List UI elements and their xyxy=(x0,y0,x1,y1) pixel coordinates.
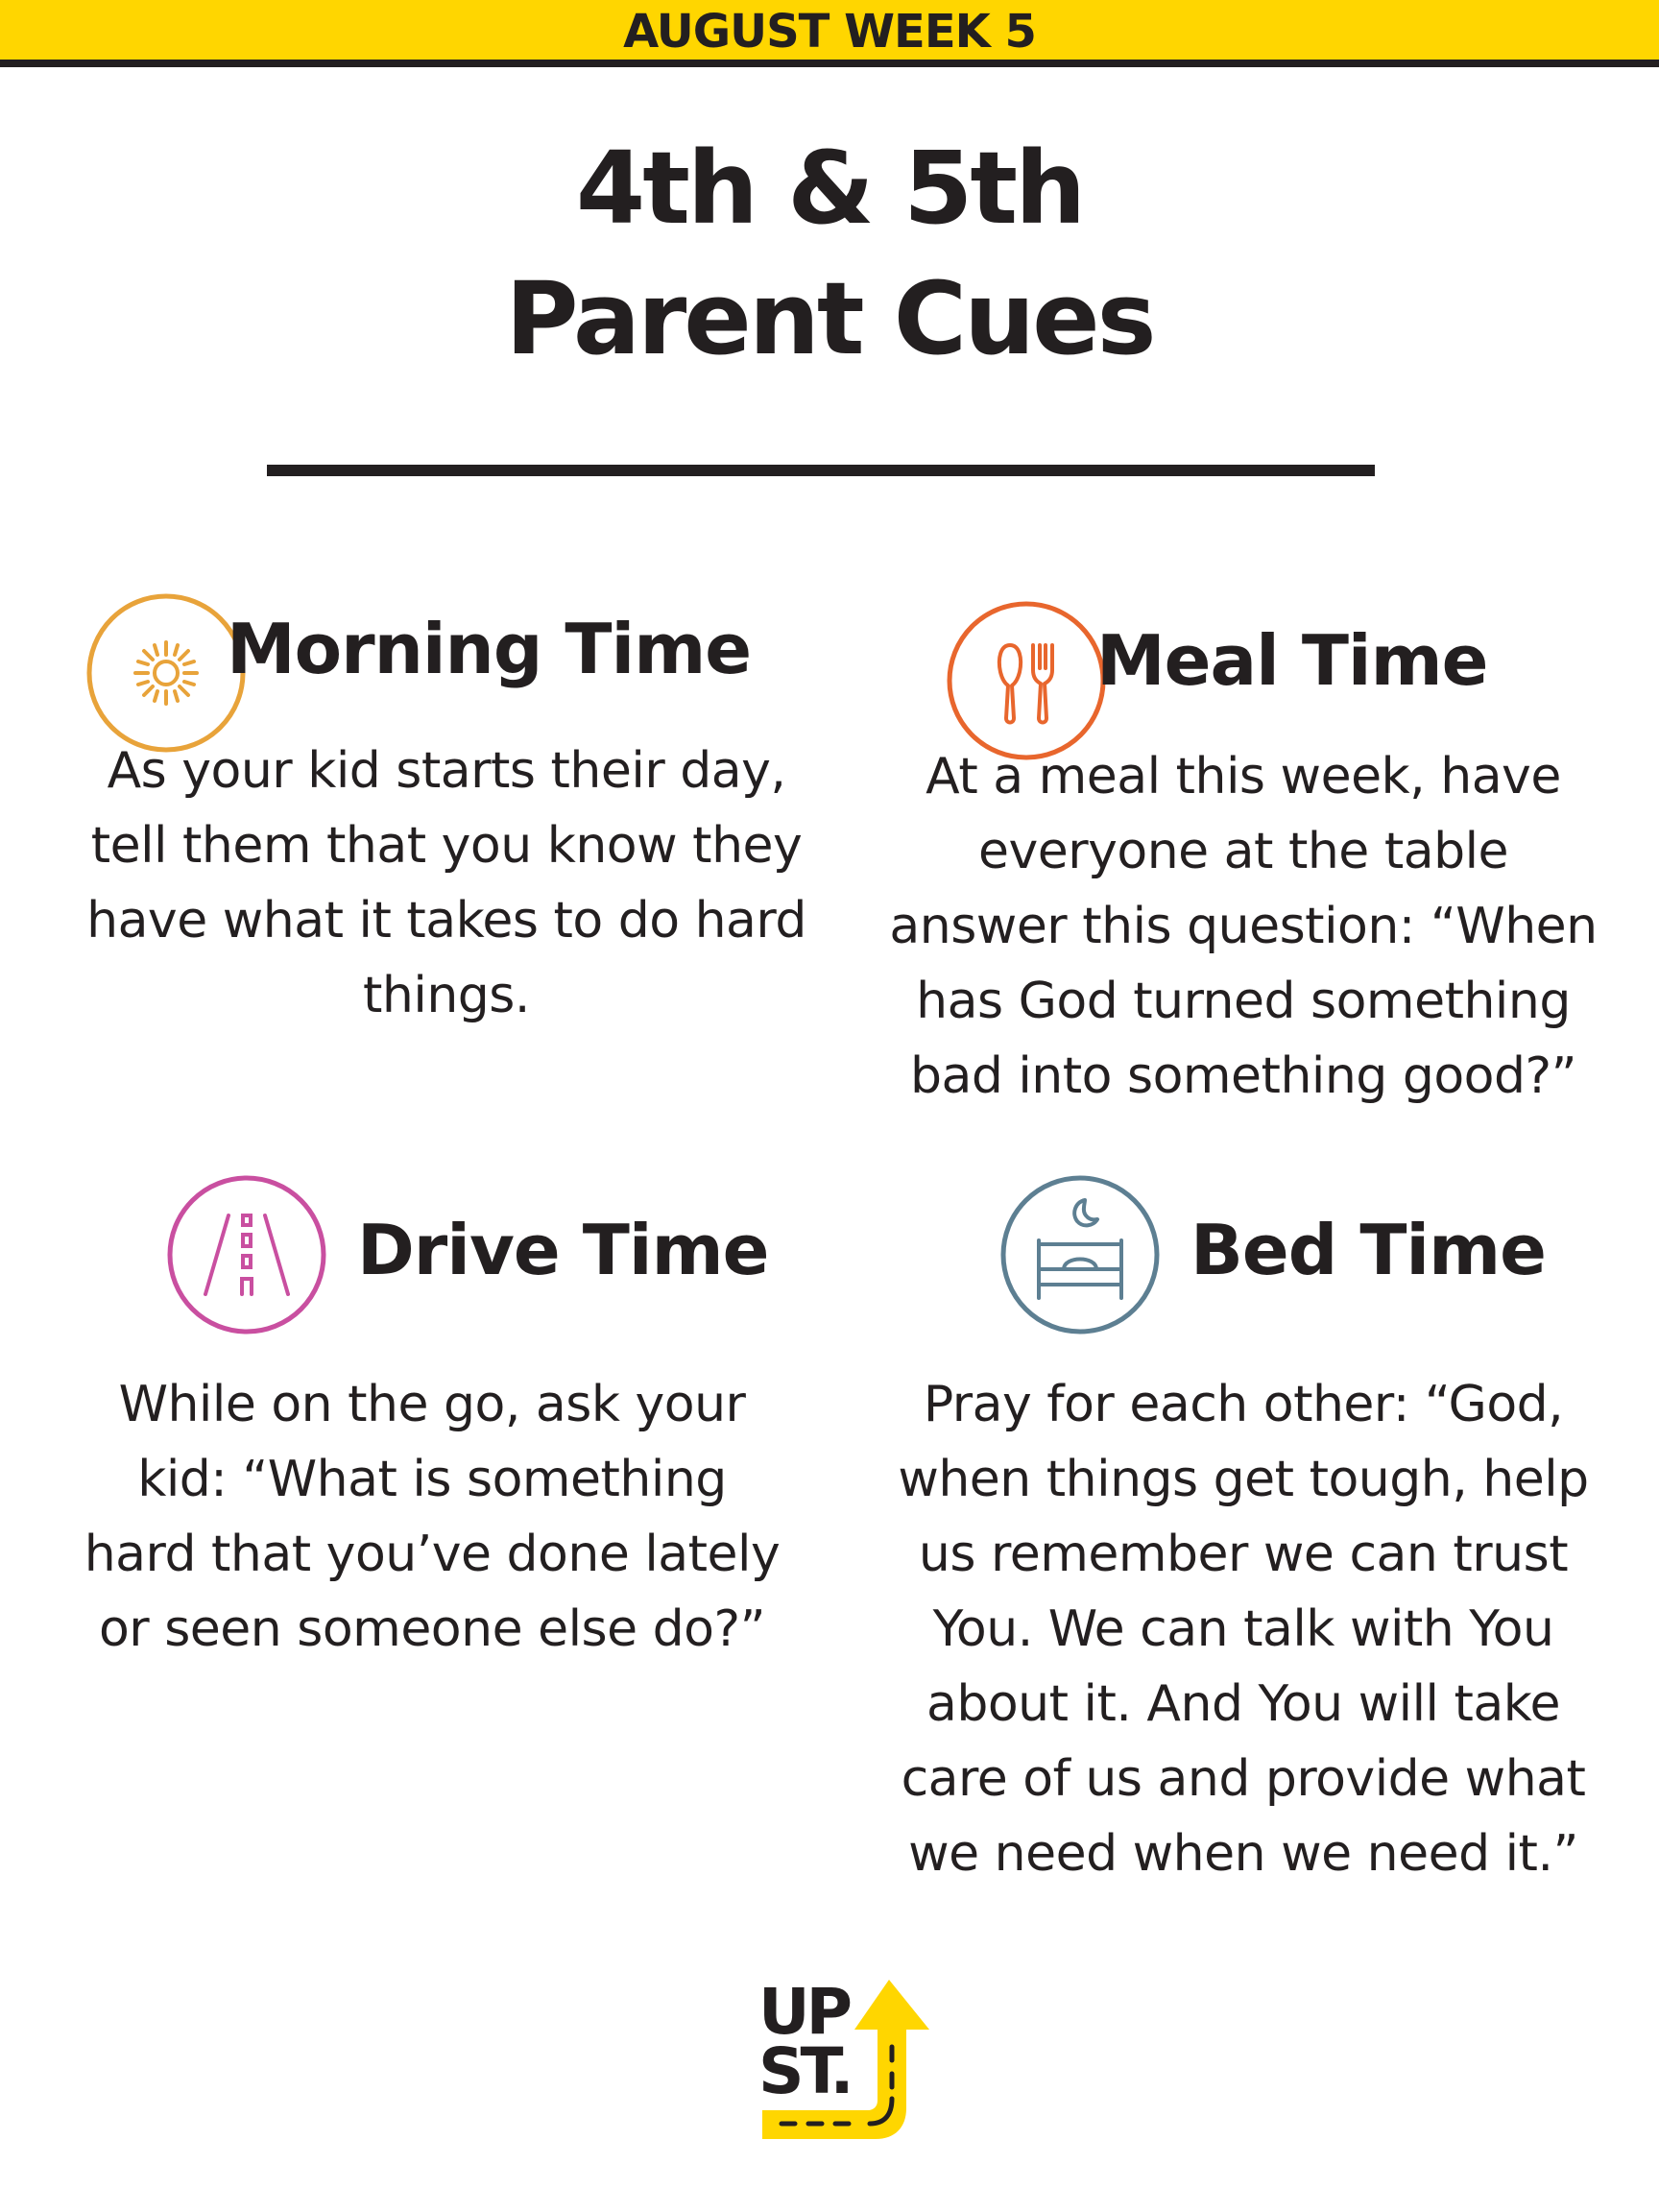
bed-line: Pray for each other: “God, xyxy=(923,1376,1564,1433)
title-line-1: 4th & 5th xyxy=(575,130,1084,247)
title-line-2: Parent Cues xyxy=(505,260,1154,377)
drive-time-heading: Drive Time xyxy=(357,1210,769,1290)
bed-line: when things get tough, help xyxy=(898,1451,1589,1508)
road-icon xyxy=(165,1173,328,1336)
bed-time-heading: Bed Time xyxy=(1190,1210,1546,1290)
morning-line: things. xyxy=(363,967,530,1024)
morning-line: tell them that you know they xyxy=(90,817,803,875)
title-divider xyxy=(267,465,1375,476)
utensils-icon xyxy=(945,599,1108,762)
morning-line: have what it takes to do hard xyxy=(86,892,806,950)
drive-line: kid: “What is something xyxy=(137,1451,727,1508)
upst-logo xyxy=(755,1974,933,2143)
morning-line: As your kid starts their day, xyxy=(107,742,786,800)
logo-st-text: ST. xyxy=(758,2034,851,2108)
meal-time-text xyxy=(864,739,1623,1114)
meal-line: answer this question: “When xyxy=(889,898,1598,955)
header-bar xyxy=(0,0,1659,67)
bed-line: about it. And You will take xyxy=(926,1675,1561,1733)
drive-line: hard that you’ve done lately xyxy=(84,1526,781,1583)
morning-time-heading: Morning Time xyxy=(227,609,752,689)
bed-moon-icon xyxy=(998,1173,1162,1336)
meal-line: bad into something good?” xyxy=(909,1047,1577,1105)
drive-time-text xyxy=(58,1367,806,1667)
bed-line: us remember we can trust xyxy=(918,1526,1569,1583)
meal-line: has God turned something xyxy=(916,973,1571,1030)
drive-line: While on the go, ask your xyxy=(118,1376,746,1433)
week-label: AUGUST WEEK 5 xyxy=(623,5,1036,59)
morning-time-text xyxy=(58,733,835,1033)
sun-icon xyxy=(84,591,248,755)
bed-line: care of us and provide what xyxy=(901,1750,1586,1808)
page-title xyxy=(0,123,1659,384)
bed-line: we need when we need it.” xyxy=(908,1825,1578,1883)
bed-line: You. We can talk with You xyxy=(932,1600,1554,1658)
meal-time-heading: Meal Time xyxy=(1096,620,1488,701)
logo-up-text: UP xyxy=(758,1975,849,2049)
meal-line: everyone at the table xyxy=(977,823,1509,880)
bed-time-text xyxy=(864,1367,1623,1891)
meal-line: At a meal this week, have xyxy=(926,748,1561,805)
drive-line: or seen someone else do?” xyxy=(98,1600,766,1658)
